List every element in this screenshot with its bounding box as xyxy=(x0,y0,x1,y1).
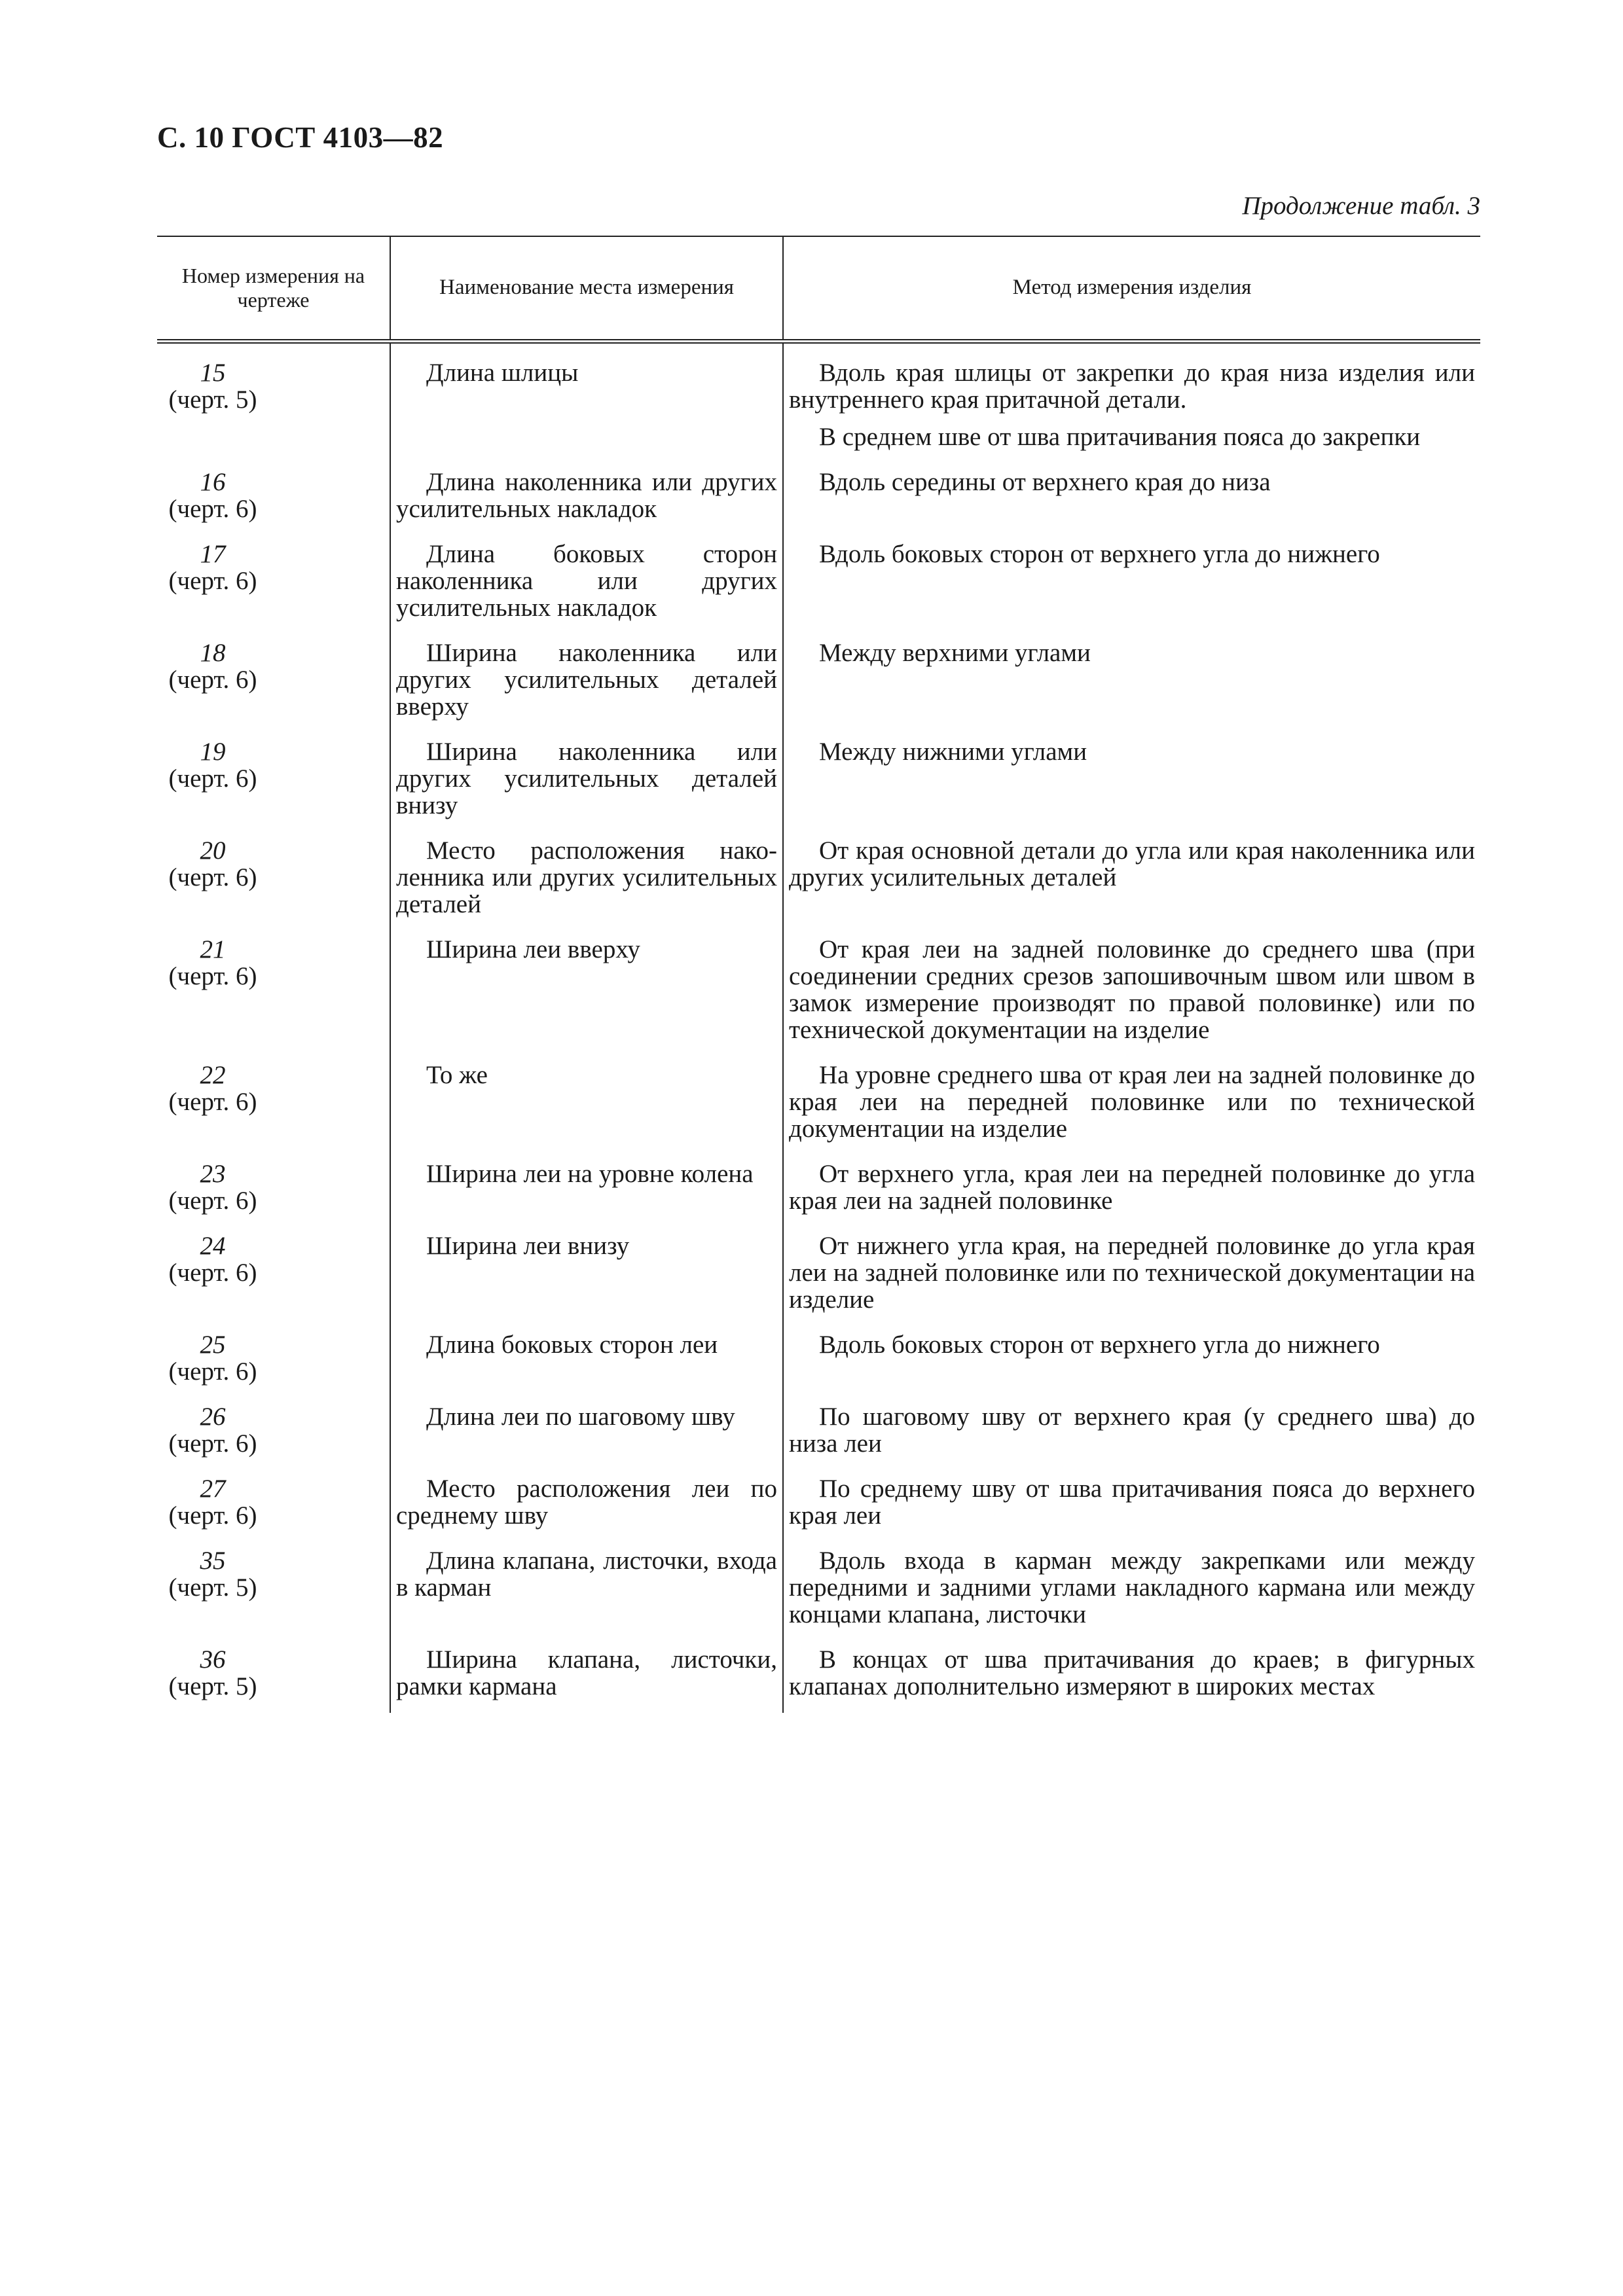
measurement-place-cell xyxy=(390,341,783,413)
measurement-method-cell xyxy=(783,341,1480,413)
measurement-place: Ширина леи на уровне колена xyxy=(426,1159,754,1188)
measurement-number-cell xyxy=(157,1457,390,1529)
measurement-number-cell xyxy=(157,522,390,621)
measurement-number-cell xyxy=(157,720,390,819)
table-continuation-label: Продолжение табл. 3 xyxy=(1242,192,1480,220)
measurement-number: 16 xyxy=(200,467,226,496)
measurement-place-cell xyxy=(390,450,783,522)
measurement-method-cell xyxy=(783,918,1480,1043)
header-measurement-place: Наименование места измерения xyxy=(390,236,783,341)
measurement-method: В концах от шва притачивания до краев; в фигурных клапанах дополнительно измеряют в широких местах xyxy=(789,1645,1475,1700)
drawing-reference: (черт. 6) xyxy=(168,1087,257,1116)
measurement-number: 18 xyxy=(200,638,226,667)
measurement-place-cell xyxy=(390,1142,783,1214)
measurement-number-cell xyxy=(157,621,390,720)
measurement-method: Вдоль края шлицы от закрепки до края низа изделия или внутреннего края притачной детали. xyxy=(789,358,1475,414)
measurement-method: В среднем шве от шва притачивания пояса до закрепки xyxy=(819,422,1421,451)
table-row xyxy=(157,1142,1480,1214)
table-row xyxy=(157,819,1480,918)
drawing-reference: (черт. 5) xyxy=(168,385,257,414)
measurement-place-cell xyxy=(390,1457,783,1529)
table-header-row xyxy=(157,236,1480,341)
measurement-number-cell xyxy=(157,1628,390,1713)
table-row xyxy=(157,341,1480,413)
table-row xyxy=(157,413,1480,450)
drawing-reference: (черт. 6) xyxy=(168,1357,257,1386)
measurement-method-cell xyxy=(783,1313,1480,1385)
measurement-place-cell xyxy=(390,1043,783,1142)
table-row xyxy=(157,1214,1480,1313)
measurement-method: На уровне среднего шва от края леи на задней половинке до края леи на передней половинке или по технической документации на изделие xyxy=(789,1060,1475,1143)
drawing-reference: (черт. 6) xyxy=(168,1186,257,1215)
table-row xyxy=(157,522,1480,621)
measurement-place-cell xyxy=(390,413,783,450)
measurement-place-cell xyxy=(390,1628,783,1713)
measurement-method-cell xyxy=(783,1457,1480,1529)
measurement-method: От нижнего угла края, на передней половинке до угла края леи на задней половинке или по технической документации на изделие xyxy=(789,1231,1475,1314)
measurement-method-cell xyxy=(783,1628,1480,1713)
drawing-reference: (черт. 6) xyxy=(168,1258,257,1287)
measurement-place: То же xyxy=(426,1060,488,1089)
measurement-place: Длина клапана, листочки, входа в карман xyxy=(396,1546,777,1602)
measurement-method: От края основной детали до угла или края наколенника или других усилительных деталей xyxy=(789,836,1475,891)
drawing-reference: (черт. 6) xyxy=(168,494,257,523)
measurement-place: Ширина клапана, листочки, рамки кармана xyxy=(396,1645,777,1700)
header-measurement-method: Метод измерения изделия xyxy=(783,236,1480,341)
measurement-number: 25 xyxy=(200,1330,226,1359)
measurement-method-cell xyxy=(783,1043,1480,1142)
measurement-place-cell xyxy=(390,1214,783,1313)
measurement-method: Вдоль боковых сторон от верхнего угла до нижнего xyxy=(819,539,1380,568)
table-row xyxy=(157,1385,1480,1457)
measurement-number-cell xyxy=(157,413,390,450)
measurement-number: 15 xyxy=(200,358,226,387)
measurement-number: 23 xyxy=(200,1159,226,1188)
measurement-method-cell xyxy=(783,1214,1480,1313)
page-header: С. 10 ГОСТ 4103—82 xyxy=(157,121,444,154)
measurement-number-cell xyxy=(157,918,390,1043)
measurement-place-cell xyxy=(390,819,783,918)
measurement-number: 17 xyxy=(200,539,226,568)
drawing-reference: (черт. 6) xyxy=(168,1501,257,1530)
measurement-place-cell xyxy=(390,1313,783,1385)
measurement-number: 26 xyxy=(200,1402,226,1431)
measurement-method-cell xyxy=(783,1385,1480,1457)
measurement-method: Вдоль боковых сторон от верхнего угла до нижнего xyxy=(819,1330,1380,1359)
measurement-method: Вдоль середины от верхнего края до низа xyxy=(819,467,1271,496)
measurement-number-cell xyxy=(157,819,390,918)
measurement-place: Ширина наколенника или других усилительных деталей вверху xyxy=(396,638,777,721)
measurement-method-cell xyxy=(783,450,1480,522)
measurement-number: 35 xyxy=(200,1546,226,1575)
measurement-place: Ширина леи внизу xyxy=(426,1231,630,1260)
measurement-number-cell xyxy=(157,1214,390,1313)
table-row xyxy=(157,1313,1480,1385)
measurement-method: Вдоль входа в карман между закрепками или между передними и задними углами накладного кармана или между концами клапана, листочки xyxy=(789,1546,1475,1628)
measurement-place-cell xyxy=(390,1529,783,1628)
table-row xyxy=(157,1043,1480,1142)
measurement-place-cell xyxy=(390,522,783,621)
measurement-method-cell xyxy=(783,522,1480,621)
measurement-number-cell xyxy=(157,1529,390,1628)
measurement-method: По шаговому шву от верхнего края (у среднего шва) до низа леи xyxy=(789,1402,1475,1458)
measurement-number: 36 xyxy=(200,1645,226,1674)
measurement-method: От края леи на задней половинке до среднего шва (при соединении средних срезов запошивочным швом или швом в замок измерение производят по правой половинке) или по технической документации на изделие xyxy=(789,935,1475,1044)
measurement-place-cell xyxy=(390,720,783,819)
measurement-method-cell xyxy=(783,413,1480,450)
drawing-reference: (черт. 6) xyxy=(168,863,257,891)
measurement-method-cell xyxy=(783,1142,1480,1214)
measurement-place: Место расположения наколенника или других усилительных деталей xyxy=(396,836,777,918)
table-row xyxy=(157,450,1480,522)
measurement-number: 20 xyxy=(200,836,226,865)
measurement-number-cell xyxy=(157,341,390,413)
measurement-place-cell xyxy=(390,1385,783,1457)
measurement-method-cell xyxy=(783,1529,1480,1628)
measurement-method: От верхнего угла, края леи на передней половинке до угла края леи на задней половинке xyxy=(789,1159,1475,1215)
measurement-number: 24 xyxy=(200,1231,226,1260)
measurement-number-cell xyxy=(157,1313,390,1385)
measurement-place: Длина шлицы xyxy=(426,358,579,387)
measurement-number-cell xyxy=(157,1385,390,1457)
measurement-number: 21 xyxy=(200,935,226,963)
measurement-number-cell xyxy=(157,1142,390,1214)
measurement-place: Ширина леи вверху xyxy=(426,935,640,963)
drawing-reference: (черт. 5) xyxy=(168,1672,257,1700)
table-row xyxy=(157,1457,1480,1529)
measurement-place: Место расположения леи по среднему шву xyxy=(396,1474,777,1530)
measurement-number: 22 xyxy=(200,1060,226,1089)
table-row xyxy=(157,1529,1480,1628)
measurement-place: Длина леи по шаговому шву xyxy=(426,1402,735,1431)
measurement-method-cell xyxy=(783,621,1480,720)
measurement-method: По среднему шву от шва притачивания пояса до верхнего края леи xyxy=(789,1474,1475,1530)
drawing-reference: (черт. 6) xyxy=(168,764,257,793)
drawing-reference: (черт. 6) xyxy=(168,566,257,595)
measurement-number: 19 xyxy=(200,737,226,766)
measurement-number-cell xyxy=(157,1043,390,1142)
header-measurement-number: Номер измерения на чертеже xyxy=(157,236,390,341)
measurement-place: Длина наколенника или других усилительных накладок xyxy=(396,467,777,523)
drawing-reference: (черт. 6) xyxy=(168,961,257,990)
measurement-place-cell xyxy=(390,621,783,720)
measurement-number: 27 xyxy=(200,1474,226,1503)
drawing-reference: (черт. 6) xyxy=(168,1429,257,1458)
measurement-place: Длина боковых сторон леи xyxy=(426,1330,718,1359)
drawing-reference: (черт. 5) xyxy=(168,1573,257,1602)
measurement-method-cell xyxy=(783,819,1480,918)
measurement-table xyxy=(157,236,1480,1713)
measurement-method: Между нижними углами xyxy=(819,737,1087,766)
measurement-method: Между верхними углами xyxy=(819,638,1091,667)
measurement-method-cell xyxy=(783,720,1480,819)
drawing-reference: (черт. 6) xyxy=(168,665,257,694)
table-row xyxy=(157,621,1480,720)
table-row xyxy=(157,1628,1480,1713)
measurement-number-cell xyxy=(157,450,390,522)
table-row xyxy=(157,720,1480,819)
measurement-place: Ширина наколенника или других усилительных деталей внизу xyxy=(396,737,777,819)
measurement-place-cell xyxy=(390,918,783,1043)
measurement-place: Длина боковых сторон наколенника или других усилительных накладок xyxy=(396,539,777,622)
table-row xyxy=(157,918,1480,1043)
